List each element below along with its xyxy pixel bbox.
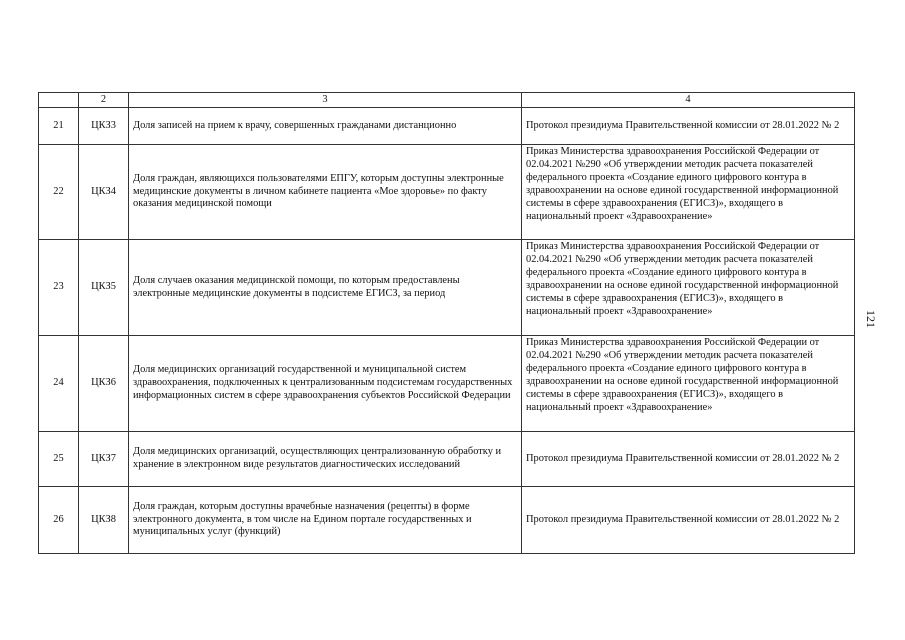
indicator-source: Приказ Министерства здравоохранения Российской Федерации от 02.04.2021 №290 «Об утверждении методик расчета показателей федерального проекта «Создание единого цифрового контура в здравоохранении на основе единой государственной информационной системы в сфере здравоохранения (ЕГИСЗ)», входящего в национальный проект «Здравоохранение» xyxy=(522,145,855,240)
table-row xyxy=(39,240,855,336)
indicator-description: Доля записей на прием к врачу, совершенных гражданами дистанционно xyxy=(129,108,522,145)
indicator-description: Доля граждан, которым доступны врачебные назначения (рецепты) в форме электронного документа, в том числе на Едином портале государственных и муниципальных услуг (функций) xyxy=(129,487,522,554)
indicator-code: ЦКЗ8 xyxy=(79,487,129,554)
row-number: 23 xyxy=(39,240,79,336)
indicator-code: ЦКЗ4 xyxy=(79,145,129,240)
indicator-table xyxy=(38,92,855,554)
table-row xyxy=(39,432,855,487)
indicator-code: ЦКЗ3 xyxy=(79,108,129,145)
row-number: 26 xyxy=(39,487,79,554)
table-row xyxy=(39,487,855,554)
header-cell-4: 4 xyxy=(522,93,855,108)
indicator-code: ЦКЗ7 xyxy=(79,432,129,487)
indicator-source: Протокол президиума Правительственной комиссии от 28.01.2022 № 2 xyxy=(522,487,855,554)
row-number: 22 xyxy=(39,145,79,240)
indicator-description: Доля медицинских организаций, осуществляющих централизованную обработку и хранение в электронном виде результатов диагностических исследований xyxy=(129,432,522,487)
table-header-row xyxy=(39,93,855,108)
row-number: 24 xyxy=(39,336,79,432)
indicator-source: Протокол президиума Правительственной комиссии от 28.01.2022 № 2 xyxy=(522,432,855,487)
table-row xyxy=(39,108,855,145)
indicator-source: Приказ Министерства здравоохранения Российской Федерации от 02.04.2021 №290 «Об утверждении методик расчета показателей федерального проекта «Создание единого цифрового контура в здравоохранении на основе единой государственной информационной системы в сфере здравоохранения (ЕГИСЗ)», входящего в национальный проект «Здравоохранение» xyxy=(522,336,855,432)
indicator-description: Доля медицинских организаций государственной и муниципальной систем здравоохранения, подключенных к централизованным подсистемам государственных информационных систем в сфере здравоохранения субъектов Российской Федерации xyxy=(129,336,522,432)
indicator-source: Протокол президиума Правительственной комиссии от 28.01.2022 № 2 xyxy=(522,108,855,145)
header-cell-1 xyxy=(39,93,79,108)
indicator-source: Приказ Министерства здравоохранения Российской Федерации от 02.04.2021 №290 «Об утверждении методик расчета показателей федерального проекта «Создание единого цифрового контура в здравоохранении на основе единой государственной информационной системы в сфере здравоохранения (ЕГИСЗ)», входящего в национальный проект «Здравоохранение» xyxy=(522,240,855,336)
table-row xyxy=(39,145,855,240)
indicator-code: ЦКЗ6 xyxy=(79,336,129,432)
page-number: 121 xyxy=(864,310,878,328)
header-cell-3: 3 xyxy=(129,93,522,108)
table-row xyxy=(39,336,855,432)
row-number: 25 xyxy=(39,432,79,487)
row-number: 21 xyxy=(39,108,79,145)
header-cell-2: 2 xyxy=(79,93,129,108)
indicator-description: Доля случаев оказания медицинской помощи, по которым предоставлены электронные медицинские документы в подсистеме ЕГИСЗ, за период xyxy=(129,240,522,336)
indicator-description: Доля граждан, являющихся пользователями ЕПГУ, которым доступны электронные медицинские документы в личном кабинете пациента «Мое здоровье» по факту оказания медицинской помощи xyxy=(129,145,522,240)
indicator-code: ЦКЗ5 xyxy=(79,240,129,336)
